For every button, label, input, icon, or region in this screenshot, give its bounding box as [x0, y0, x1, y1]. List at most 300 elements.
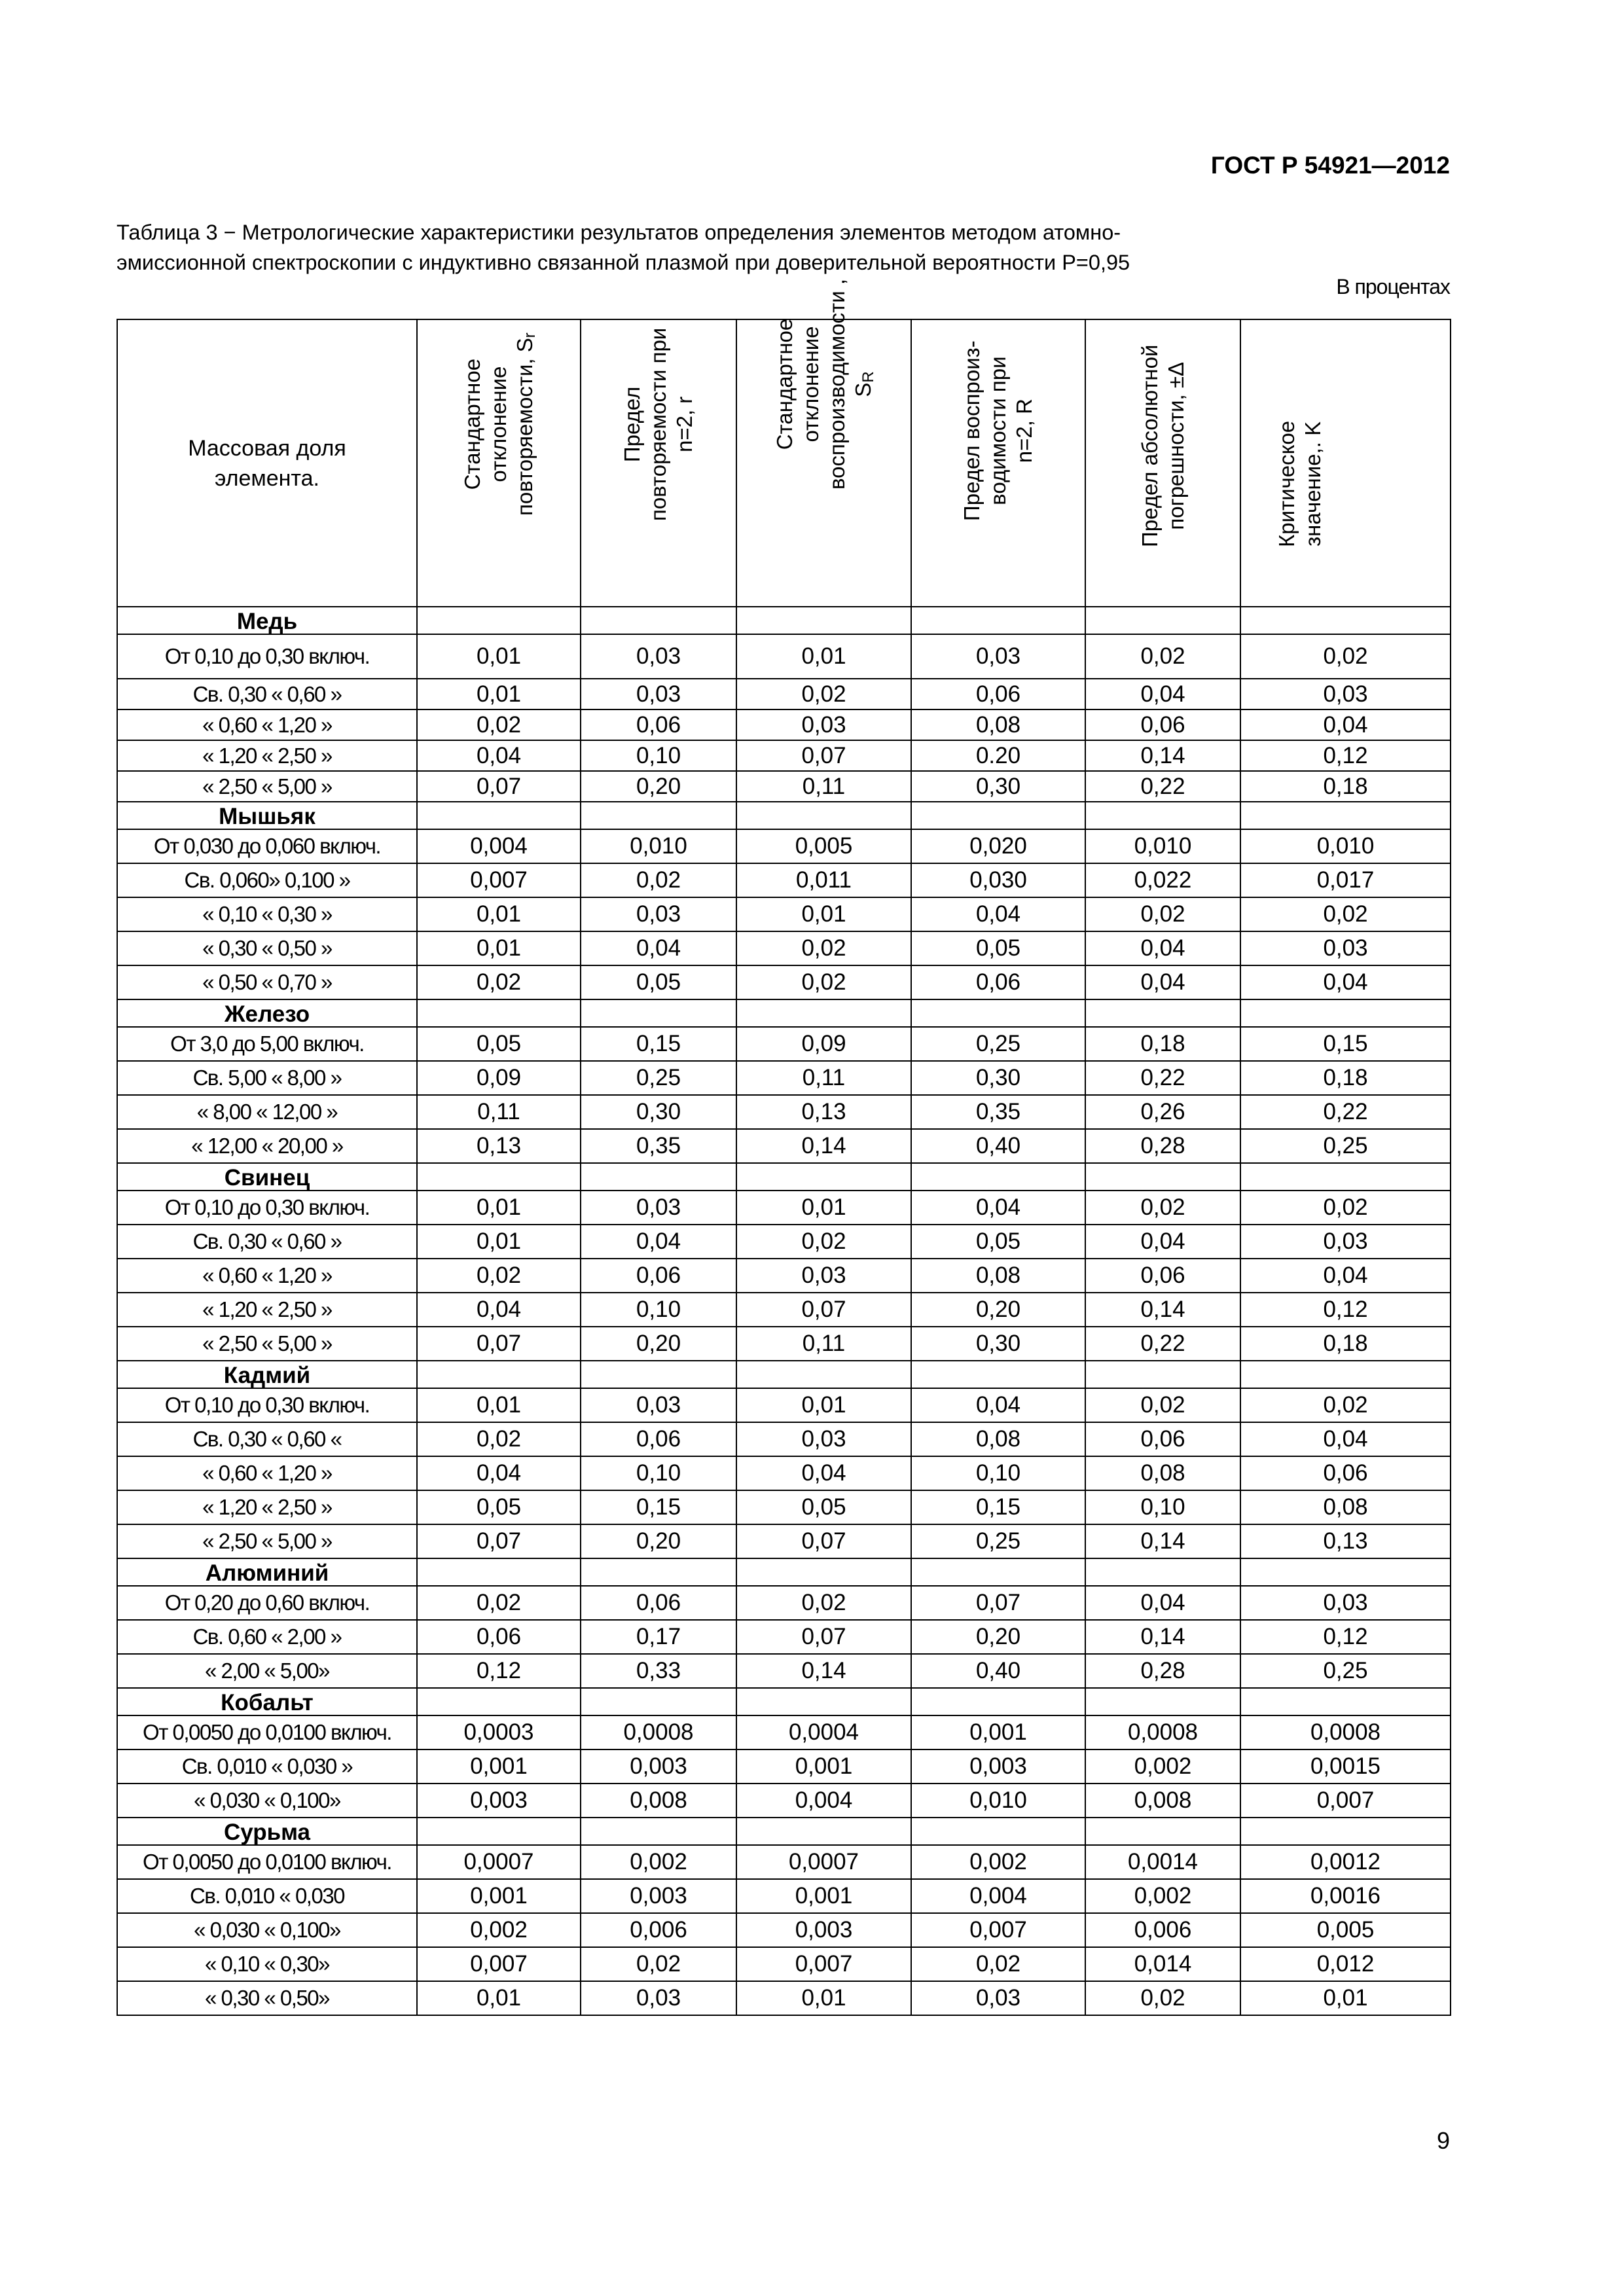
table-row	[117, 771, 1451, 802]
range-label: « 1,20 « 2,50 »	[117, 1293, 417, 1327]
table-row	[117, 1327, 1451, 1361]
value-cell: 0,09	[417, 1061, 581, 1095]
value-cell: 0,28	[1085, 1129, 1240, 1163]
table-row	[117, 1845, 1451, 1879]
section-row	[117, 802, 1451, 829]
value-cell: 0,06	[1085, 709, 1240, 740]
range-label: « 0,50 « 0,70 »	[117, 965, 417, 999]
empty-cell	[1085, 1361, 1240, 1388]
value-cell: 0,30	[581, 1095, 736, 1129]
section-title: Железо	[117, 999, 417, 1027]
value-cell: 0,01	[417, 1981, 581, 2015]
value-cell: 0,02	[736, 1225, 911, 1259]
value-cell: 0,20	[581, 1524, 736, 1558]
range-label: Св. 0,30 « 0,60 »	[117, 679, 417, 709]
empty-cell	[736, 1818, 911, 1845]
value-cell: 0,08	[911, 1259, 1085, 1293]
empty-cell	[911, 607, 1085, 634]
value-cell: 0,007	[417, 863, 581, 897]
value-cell: 0,01	[417, 1225, 581, 1259]
value-cell: 0,04	[736, 1456, 911, 1490]
value-cell: 0,26	[1085, 1095, 1240, 1129]
table-row	[117, 1947, 1451, 1981]
table-row	[117, 1293, 1451, 1327]
empty-cell	[581, 1558, 736, 1586]
value-cell: 0,02	[1240, 1191, 1451, 1225]
value-cell: 0,14	[1085, 1524, 1240, 1558]
value-cell: 0,0016	[1240, 1879, 1451, 1913]
value-cell: 0,010	[1240, 829, 1451, 863]
value-cell: 0,07	[911, 1586, 1085, 1620]
value-cell: 0,0012	[1240, 1845, 1451, 1879]
section-row	[117, 1818, 1451, 1845]
page-number: 9	[1436, 2127, 1450, 2154]
value-cell: 0,04	[1085, 1225, 1240, 1259]
value-cell: 0,02	[417, 1259, 581, 1293]
empty-cell	[1085, 802, 1240, 829]
empty-cell	[736, 802, 911, 829]
empty-cell	[581, 999, 736, 1027]
empty-cell	[581, 802, 736, 829]
empty-cell	[736, 999, 911, 1027]
document-standard-number: ГОСТ Р 54921—2012	[1210, 152, 1450, 179]
value-cell: 0,01	[736, 1981, 911, 2015]
value-cell: 0,003	[581, 1749, 736, 1784]
value-cell: 0,03	[1240, 931, 1451, 965]
table-caption-line2: эмиссионной спектроскопии с индуктивно связанной плазмой при доверительной вероятности P=0,95	[117, 251, 1130, 274]
value-cell: 0,13	[1240, 1524, 1451, 1558]
range-label: Св. 0,010 « 0,030	[117, 1879, 417, 1913]
section-title: Кадмий	[117, 1361, 417, 1388]
value-cell: 0,05	[911, 931, 1085, 965]
value-cell: 0,01	[417, 679, 581, 709]
range-label: От 0,10 до 0,30 включ.	[117, 634, 417, 679]
value-cell: 0,02	[1085, 634, 1240, 679]
value-cell: 0,05	[911, 1225, 1085, 1259]
empty-cell	[911, 1361, 1085, 1388]
header-repeatability-limit: Предел повторяемости при n=2, r	[581, 319, 736, 607]
range-label: « 0,10 « 0,30»	[117, 1947, 417, 1981]
value-cell: 0,004	[911, 1879, 1085, 1913]
empty-cell	[581, 1688, 736, 1715]
value-cell: 0,15	[581, 1027, 736, 1061]
value-cell: 0,07	[736, 1293, 911, 1327]
value-cell: 0,005	[1240, 1913, 1451, 1947]
empty-cell	[581, 1361, 736, 1388]
value-cell: 0,0003	[417, 1715, 581, 1749]
value-cell: 0,01	[417, 931, 581, 965]
value-cell: 0,008	[581, 1784, 736, 1818]
value-cell: 0,08	[1240, 1490, 1451, 1524]
value-cell: 0,07	[736, 1620, 911, 1654]
range-label: « 0,60 « 1,20 »	[117, 709, 417, 740]
empty-cell	[417, 1163, 581, 1191]
section-title: Медь	[117, 607, 417, 634]
value-cell: 0,02	[417, 709, 581, 740]
range-label: Св. 0,60 « 2,00 »	[117, 1620, 417, 1654]
value-cell: 0,04	[1240, 709, 1451, 740]
range-label: « 2,50 « 5,00 »	[117, 1327, 417, 1361]
value-cell: 0,05	[417, 1027, 581, 1061]
empty-cell	[1240, 999, 1451, 1027]
value-cell: 0,15	[1240, 1027, 1451, 1061]
empty-cell	[1085, 1688, 1240, 1715]
value-cell: 0,04	[1240, 1422, 1451, 1456]
value-cell: 0,30	[911, 1061, 1085, 1095]
value-cell: 0,0007	[736, 1845, 911, 1879]
range-label: « 2,50 « 5,00 »	[117, 771, 417, 802]
range-label: « 2,50 « 5,00 »	[117, 1524, 417, 1558]
table-row	[117, 1490, 1451, 1524]
table-row	[117, 1586, 1451, 1620]
empty-cell	[736, 607, 911, 634]
value-cell: 0,006	[581, 1913, 736, 1947]
value-cell: 0,18	[1240, 1061, 1451, 1095]
value-cell: 0,11	[736, 1327, 911, 1361]
value-cell: 0,01	[417, 897, 581, 931]
empty-cell	[417, 607, 581, 634]
value-cell: 0,12	[1240, 740, 1451, 771]
value-cell: 0,04	[581, 1225, 736, 1259]
value-cell: 0,002	[911, 1845, 1085, 1879]
value-cell: 0,06	[417, 1620, 581, 1654]
value-cell: 0,02	[417, 965, 581, 999]
empty-cell	[417, 999, 581, 1027]
value-cell: 0,12	[1240, 1620, 1451, 1654]
table-row	[117, 1095, 1451, 1129]
value-cell: 0,06	[581, 709, 736, 740]
value-cell: 0,07	[736, 740, 911, 771]
range-label: От 0,030 до 0,060 включ.	[117, 829, 417, 863]
value-cell: 0,001	[736, 1749, 911, 1784]
value-cell: 0,011	[736, 863, 911, 897]
value-cell: 0,012	[1240, 1947, 1451, 1981]
range-label: « 0,60 « 1,20 »	[117, 1259, 417, 1293]
section-row	[117, 607, 1451, 634]
value-cell: 0,005	[736, 829, 911, 863]
value-cell: 0,02	[417, 1586, 581, 1620]
range-label: « 8,00 « 12,00 »	[117, 1095, 417, 1129]
value-cell: 0,01	[736, 1191, 911, 1225]
table-row	[117, 1879, 1451, 1913]
value-cell: 0,02	[581, 863, 736, 897]
section-title: Сурьма	[117, 1818, 417, 1845]
value-cell: 0,07	[417, 1327, 581, 1361]
value-cell: 0,18	[1085, 1027, 1240, 1061]
value-cell: 0,03	[1240, 679, 1451, 709]
range-label: « 0,60 « 1,20 »	[117, 1456, 417, 1490]
value-cell: 0,02	[417, 1422, 581, 1456]
value-cell: 0,001	[417, 1749, 581, 1784]
value-cell: 0,25	[1240, 1129, 1451, 1163]
value-cell: 0,03	[581, 1388, 736, 1422]
section-row	[117, 1558, 1451, 1586]
value-cell: 0,02	[581, 1947, 736, 1981]
value-cell: 0,04	[417, 1456, 581, 1490]
range-label: От 0,10 до 0,30 включ.	[117, 1191, 417, 1225]
value-cell: 0,01	[736, 1388, 911, 1422]
empty-cell	[736, 1361, 911, 1388]
empty-cell	[417, 1818, 581, 1845]
table-row	[117, 1388, 1451, 1422]
table-row	[117, 1654, 1451, 1688]
empty-cell	[1240, 607, 1451, 634]
table-row	[117, 829, 1451, 863]
value-cell: 0,02	[736, 1586, 911, 1620]
value-cell: 0,13	[736, 1095, 911, 1129]
empty-cell	[581, 1163, 736, 1191]
table-row	[117, 709, 1451, 740]
value-cell: 0,03	[581, 634, 736, 679]
value-cell: 0,12	[417, 1654, 581, 1688]
value-cell: 0,14	[1085, 740, 1240, 771]
value-cell: 0,06	[1085, 1422, 1240, 1456]
value-cell: 0,40	[911, 1654, 1085, 1688]
range-label: « 12,00 « 20,00 »	[117, 1129, 417, 1163]
header-reproducibility-sd: Стандартное отклонение воспроизводимости , $S_R$	[736, 319, 911, 607]
value-cell: 0,03	[911, 634, 1085, 679]
section-row	[117, 1361, 1451, 1388]
empty-cell	[1240, 1558, 1451, 1586]
value-cell: 0,06	[1240, 1456, 1451, 1490]
value-cell: 0,0007	[417, 1845, 581, 1879]
value-cell: 0,007	[736, 1947, 911, 1981]
value-cell: 0,30	[911, 771, 1085, 802]
range-label: От 0,0050 до 0,0100 включ.	[117, 1715, 417, 1749]
value-cell: 0,02	[736, 679, 911, 709]
table-row	[117, 1981, 1451, 2015]
table-body	[117, 607, 1451, 2015]
value-cell: 0,13	[417, 1129, 581, 1163]
value-cell: 0,02	[1240, 1388, 1451, 1422]
empty-cell	[417, 1688, 581, 1715]
table-row	[117, 679, 1451, 709]
value-cell: 0,04	[911, 1191, 1085, 1225]
section-title: Мышьяк	[117, 802, 417, 829]
value-cell: 0,03	[581, 1191, 736, 1225]
table-row	[117, 1715, 1451, 1749]
value-cell: 0,02	[1085, 897, 1240, 931]
value-cell: 0,002	[1085, 1879, 1240, 1913]
section-title: Кобальт	[117, 1688, 417, 1715]
value-cell: 0,18	[1240, 1327, 1451, 1361]
value-cell: 0,004	[736, 1784, 911, 1818]
value-cell: 0,0015	[1240, 1749, 1451, 1784]
value-cell: 0,008	[1085, 1784, 1240, 1818]
table-row	[117, 863, 1451, 897]
value-cell: 0,28	[1085, 1654, 1240, 1688]
empty-cell	[911, 1818, 1085, 1845]
value-cell: 0,04	[1240, 965, 1451, 999]
value-cell: 0,11	[736, 771, 911, 802]
value-cell: 0,03	[581, 897, 736, 931]
value-cell: 0,04	[417, 740, 581, 771]
value-cell: 0,03	[911, 1981, 1085, 2015]
value-cell: 0,01	[736, 897, 911, 931]
empty-cell	[417, 802, 581, 829]
empty-cell	[581, 607, 736, 634]
table-row	[117, 1129, 1451, 1163]
range-label: Св. 5,00 « 8,00 »	[117, 1061, 417, 1095]
range-label: Св. 0,060» 0,100 »	[117, 863, 417, 897]
empty-cell	[1240, 802, 1451, 829]
table-row	[117, 1749, 1451, 1784]
value-cell: 0,02	[1240, 634, 1451, 679]
range-label: Св. 0,30 « 0,60 «	[117, 1422, 417, 1456]
section-row	[117, 1688, 1451, 1715]
value-cell: 0,06	[911, 679, 1085, 709]
header-critical-value: Критическое значение,. K	[1240, 319, 1451, 607]
table-row	[117, 1259, 1451, 1293]
range-label: Св. 0,010 « 0,030 »	[117, 1749, 417, 1784]
value-cell: 0,30	[911, 1327, 1085, 1361]
empty-cell	[1240, 1361, 1451, 1388]
table-row	[117, 1027, 1451, 1061]
empty-cell	[736, 1163, 911, 1191]
value-cell: 0,022	[1085, 863, 1240, 897]
value-cell: 0,06	[581, 1259, 736, 1293]
table-row	[117, 931, 1451, 965]
empty-cell	[911, 1688, 1085, 1715]
value-cell: 0,05	[417, 1490, 581, 1524]
value-cell: 0,01	[417, 1191, 581, 1225]
empty-cell	[1085, 1163, 1240, 1191]
value-cell: 0,002	[581, 1845, 736, 1879]
value-cell: 0,0008	[581, 1715, 736, 1749]
value-cell: 0,20	[581, 1327, 736, 1361]
section-title: Свинец	[117, 1163, 417, 1191]
value-cell: 0,01	[1240, 1981, 1451, 2015]
range-label: « 0,30 « 0,50 »	[117, 931, 417, 965]
value-cell: 0,14	[736, 1654, 911, 1688]
value-cell: 0,15	[911, 1490, 1085, 1524]
value-cell: 0,04	[1085, 931, 1240, 965]
value-cell: 0,0008	[1240, 1715, 1451, 1749]
table-row	[117, 1456, 1451, 1490]
range-label: От 3,0 до 5,00 включ.	[117, 1027, 417, 1061]
value-cell: 0,003	[911, 1749, 1085, 1784]
value-cell: 0,03	[736, 1259, 911, 1293]
value-cell: 0,10	[581, 740, 736, 771]
value-cell: 0,020	[911, 829, 1085, 863]
value-cell: 0,05	[736, 1490, 911, 1524]
value-cell: 0,33	[581, 1654, 736, 1688]
value-cell: 0,02	[1240, 897, 1451, 931]
range-label: « 0,030 « 0,100»	[117, 1913, 417, 1947]
value-cell: 0,003	[581, 1879, 736, 1913]
empty-cell	[911, 802, 1085, 829]
table-units: В процентах	[1336, 275, 1450, 298]
value-cell: 0,04	[581, 931, 736, 965]
empty-cell	[1085, 607, 1240, 634]
empty-cell	[417, 1361, 581, 1388]
table-row	[117, 1784, 1451, 1818]
value-cell: 0,25	[1240, 1654, 1451, 1688]
range-label: « 1,20 « 2,50 »	[117, 1490, 417, 1524]
value-cell: 0,10	[581, 1456, 736, 1490]
value-cell: 0,006	[1085, 1913, 1240, 1947]
empty-cell	[417, 1558, 581, 1586]
value-cell: 0,20	[911, 1293, 1085, 1327]
value-cell: 0,01	[417, 634, 581, 679]
table-row	[117, 1422, 1451, 1456]
value-cell: 0,02	[1085, 1981, 1240, 2015]
table-row	[117, 1191, 1451, 1225]
value-cell: 0,04	[1085, 965, 1240, 999]
value-cell: 0,10	[581, 1293, 736, 1327]
range-label: « 2,00 « 5,00»	[117, 1654, 417, 1688]
range-label: Св. 0,30 « 0,60 »	[117, 1225, 417, 1259]
table-caption-line1: Таблица 3 − Метрологические характеристики результатов определения элементов методом атомно-	[117, 221, 1121, 244]
value-cell: 0,001	[911, 1715, 1085, 1749]
range-label: От 0,10 до 0,30 включ.	[117, 1388, 417, 1422]
table-row	[117, 1913, 1451, 1947]
empty-cell	[581, 1818, 736, 1845]
value-cell: 0,05	[581, 965, 736, 999]
value-cell: 0,06	[581, 1422, 736, 1456]
empty-cell	[1085, 999, 1240, 1027]
value-cell: 0,04	[1085, 679, 1240, 709]
value-cell: 0,01	[417, 1388, 581, 1422]
table-row	[117, 1524, 1451, 1558]
value-cell: 0,07	[736, 1524, 911, 1558]
value-cell: 0,02	[1085, 1191, 1240, 1225]
value-cell: 0,001	[417, 1879, 581, 1913]
empty-cell	[911, 999, 1085, 1027]
header-reproducibility-limit: Предел воспроиз- водимости при n=2, R	[911, 319, 1085, 607]
value-cell: 0,003	[417, 1784, 581, 1818]
range-label: « 0,10 « 0,30 »	[117, 897, 417, 931]
range-label: От 0,20 до 0,60 включ.	[117, 1586, 417, 1620]
value-cell: 0,10	[911, 1456, 1085, 1490]
value-cell: 0,08	[911, 1422, 1085, 1456]
range-label: « 0,030 « 0,100»	[117, 1784, 417, 1818]
range-label: « 1,20 « 2,50 »	[117, 740, 417, 771]
value-cell: 0,007	[417, 1947, 581, 1981]
value-cell: 0,0004	[736, 1715, 911, 1749]
empty-cell	[1240, 1688, 1451, 1715]
empty-cell	[736, 1688, 911, 1715]
value-cell: 0,35	[581, 1129, 736, 1163]
value-cell: 0,007	[1240, 1784, 1451, 1818]
table-row	[117, 1225, 1451, 1259]
empty-cell	[1085, 1818, 1240, 1845]
value-cell: 0,03	[736, 1422, 911, 1456]
value-cell: 0,04	[1085, 1586, 1240, 1620]
value-cell: 0,02	[736, 965, 911, 999]
value-cell: 0,010	[911, 1784, 1085, 1818]
value-cell: 0,014	[1085, 1947, 1240, 1981]
value-cell: 0,04	[1240, 1259, 1451, 1293]
value-cell: 0,06	[1085, 1259, 1240, 1293]
empty-cell	[1240, 1163, 1451, 1191]
value-cell: 0,002	[417, 1913, 581, 1947]
value-cell: 0,11	[736, 1061, 911, 1095]
value-cell: 0,04	[911, 1388, 1085, 1422]
value-cell: 0,02	[1085, 1388, 1240, 1422]
value-cell: 0,35	[911, 1095, 1085, 1129]
value-cell: 0,20	[911, 1620, 1085, 1654]
empty-cell	[911, 1558, 1085, 1586]
value-cell: 0,010	[1085, 829, 1240, 863]
value-cell: 0,22	[1240, 1095, 1451, 1129]
section-row	[117, 1163, 1451, 1191]
value-cell: 0,17	[581, 1620, 736, 1654]
value-cell: 0,03	[581, 1981, 736, 2015]
table-row	[117, 1061, 1451, 1095]
value-cell: 0,40	[911, 1129, 1085, 1163]
value-cell: 0,18	[1240, 771, 1451, 802]
